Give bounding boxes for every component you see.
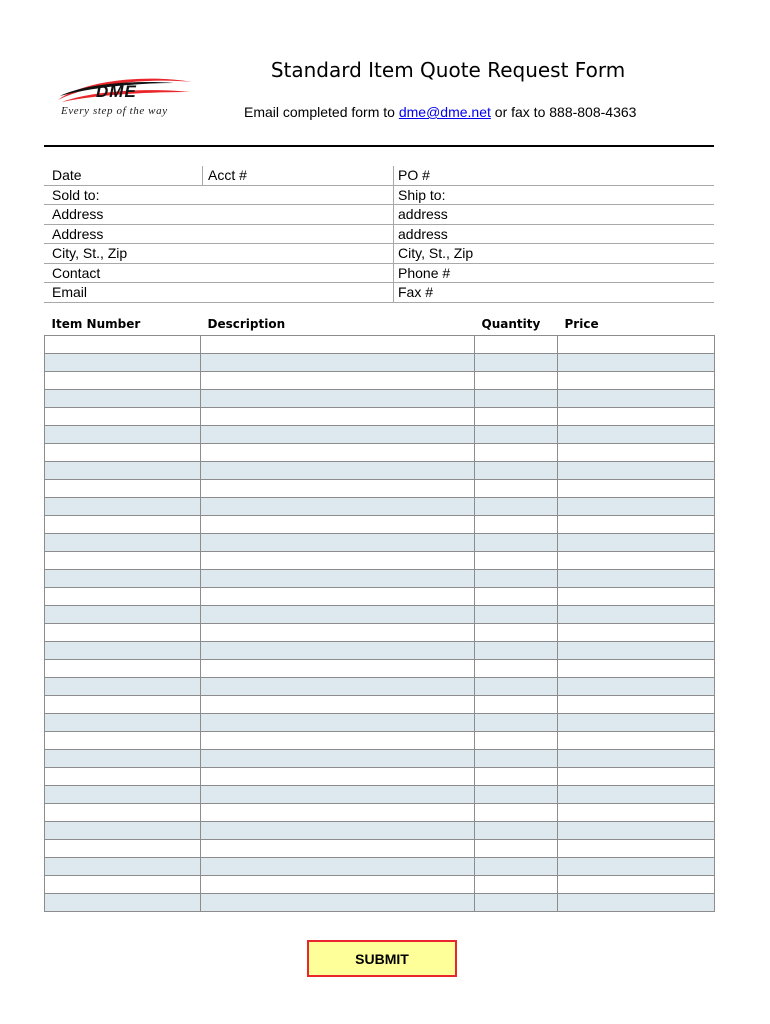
header-quantity: Quantity [481, 317, 541, 331]
info-divider [202, 166, 203, 186]
description-cell[interactable] [201, 606, 475, 624]
info-row [44, 205, 714, 225]
item-number-cell[interactable] [45, 408, 201, 426]
table-row [45, 336, 715, 354]
info-right-label[interactable]: address [398, 225, 448, 242]
price-cell[interactable] [558, 804, 715, 822]
description-cell[interactable] [201, 444, 475, 462]
item-number-cell[interactable] [45, 606, 201, 624]
description-cell[interactable] [201, 408, 475, 426]
table-row [45, 498, 715, 516]
price-cell[interactable] [558, 678, 715, 696]
header-item-number: Item Number [51, 317, 141, 331]
price-cell[interactable] [558, 444, 715, 462]
table-row [45, 354, 715, 372]
price-cell[interactable] [558, 354, 715, 372]
quantity-cell[interactable] [475, 876, 558, 894]
price-cell[interactable] [558, 390, 715, 408]
price-cell[interactable] [558, 660, 715, 678]
item-number-cell[interactable] [45, 804, 201, 822]
info-left-label[interactable]: Sold to: [52, 186, 100, 203]
item-number-cell[interactable] [45, 588, 201, 606]
table-row [45, 444, 715, 462]
quantity-cell[interactable] [475, 678, 558, 696]
item-number-cell[interactable] [45, 642, 201, 660]
description-cell[interactable] [201, 678, 475, 696]
item-number-cell[interactable] [45, 876, 201, 894]
logo-tagline: Every step of the way [61, 105, 168, 117]
description-cell[interactable] [201, 804, 475, 822]
description-cell[interactable] [201, 660, 475, 678]
description-cell[interactable] [201, 768, 475, 786]
quantity-cell[interactable] [475, 624, 558, 642]
price-cell[interactable] [558, 426, 715, 444]
item-number-cell[interactable] [45, 822, 201, 840]
price-cell[interactable] [558, 894, 715, 912]
quantity-cell[interactable] [475, 498, 558, 516]
quantity-cell[interactable] [475, 714, 558, 732]
customer-info-block [44, 166, 714, 303]
price-cell[interactable] [558, 714, 715, 732]
price-cell[interactable] [558, 624, 715, 642]
quantity-cell[interactable] [475, 408, 558, 426]
item-number-cell[interactable] [45, 552, 201, 570]
quantity-cell[interactable] [475, 462, 558, 480]
item-number-cell[interactable] [45, 858, 201, 876]
info-right-label[interactable]: Ship to: [398, 186, 446, 203]
contact-prefix: Email completed form to [244, 104, 399, 120]
price-cell[interactable] [558, 516, 715, 534]
quantity-cell[interactable] [475, 660, 558, 678]
table-row [45, 732, 715, 750]
table-row [45, 552, 715, 570]
item-number-cell[interactable] [45, 336, 201, 354]
quantity-cell[interactable] [475, 588, 558, 606]
item-number-cell[interactable] [45, 426, 201, 444]
description-cell[interactable] [201, 858, 475, 876]
price-cell[interactable] [558, 408, 715, 426]
description-cell[interactable] [201, 390, 475, 408]
quantity-cell[interactable] [475, 336, 558, 354]
quantity-cell[interactable] [475, 732, 558, 750]
submit-button[interactable]: SUBMIT [307, 940, 457, 977]
page-title: Standard Item Quote Request Form [270, 58, 626, 82]
price-cell[interactable] [558, 732, 715, 750]
description-cell[interactable] [201, 588, 475, 606]
description-cell[interactable] [201, 642, 475, 660]
description-cell[interactable] [201, 462, 475, 480]
price-cell[interactable] [558, 840, 715, 858]
description-cell[interactable] [201, 336, 475, 354]
description-cell[interactable] [201, 624, 475, 642]
description-cell[interactable] [201, 570, 475, 588]
item-number-cell[interactable] [45, 516, 201, 534]
item-number-cell[interactable] [45, 840, 201, 858]
table-row [45, 840, 715, 858]
quantity-cell[interactable] [475, 750, 558, 768]
quantity-cell[interactable] [475, 840, 558, 858]
quantity-cell[interactable] [475, 894, 558, 912]
price-cell[interactable] [558, 858, 715, 876]
description-cell[interactable] [201, 876, 475, 894]
item-number-cell[interactable] [45, 444, 201, 462]
item-number-cell[interactable] [45, 660, 201, 678]
info-left-label[interactable]: Address [52, 225, 104, 242]
info-divider [393, 166, 394, 303]
item-number-cell[interactable] [45, 390, 201, 408]
info-right-label[interactable]: PO # [398, 167, 430, 183]
quantity-cell[interactable] [475, 606, 558, 624]
item-number-cell[interactable] [45, 714, 201, 732]
description-cell[interactable] [201, 480, 475, 498]
description-cell[interactable] [201, 372, 475, 390]
quantity-cell[interactable] [475, 570, 558, 588]
header-description: Description [207, 317, 286, 331]
item-number-cell[interactable] [45, 696, 201, 714]
info-row [44, 283, 714, 303]
table-row [45, 660, 715, 678]
info-left-label[interactable]: City, St., Zip [52, 245, 128, 261]
table-row [45, 570, 715, 588]
items-body [45, 336, 715, 912]
price-cell[interactable] [558, 552, 715, 570]
table-row [45, 606, 715, 624]
price-cell[interactable] [558, 588, 715, 606]
table-row [45, 714, 715, 732]
item-number-cell[interactable] [45, 372, 201, 390]
description-cell[interactable] [201, 534, 475, 552]
item-number-cell[interactable] [45, 462, 201, 480]
email-link[interactable]: dme@dme.net [398, 104, 491, 120]
quantity-cell[interactable] [475, 696, 558, 714]
description-cell[interactable] [201, 822, 475, 840]
table-row [45, 678, 715, 696]
quantity-cell[interactable] [475, 480, 558, 498]
info-row [44, 225, 714, 245]
quantity-cell[interactable] [475, 822, 558, 840]
info-row [44, 166, 714, 186]
description-cell[interactable] [201, 696, 475, 714]
description-cell[interactable] [201, 750, 475, 768]
description-cell[interactable] [201, 498, 475, 516]
quantity-cell[interactable] [475, 552, 558, 570]
description-cell[interactable] [201, 786, 475, 804]
contact-suffix: or fax to 888-808-4363 [490, 104, 637, 120]
info-row [44, 264, 714, 284]
info-row [44, 186, 714, 206]
item-number-cell[interactable] [45, 678, 201, 696]
description-cell[interactable] [201, 894, 475, 912]
price-cell[interactable] [558, 750, 715, 768]
contact-line [244, 104, 636, 120]
price-cell[interactable] [558, 480, 715, 498]
info-left-label[interactable]: Date [52, 167, 82, 183]
items-header-row [45, 313, 715, 336]
info-right-label[interactable]: address [398, 206, 448, 222]
table-row [45, 858, 715, 876]
price-cell[interactable] [558, 822, 715, 840]
item-number-cell[interactable] [45, 534, 201, 552]
price-cell[interactable] [558, 642, 715, 660]
table-row [45, 804, 715, 822]
info-left-label[interactable]: Address [52, 206, 104, 222]
item-number-cell[interactable] [45, 480, 201, 498]
item-number-cell[interactable] [45, 768, 201, 786]
quantity-cell[interactable] [475, 444, 558, 462]
table-row [45, 516, 715, 534]
quantity-cell[interactable] [475, 372, 558, 390]
price-cell[interactable] [558, 876, 715, 894]
quantity-cell[interactable] [475, 354, 558, 372]
quantity-cell[interactable] [475, 534, 558, 552]
item-number-cell[interactable] [45, 732, 201, 750]
info-left-label[interactable]: Email [52, 284, 88, 300]
price-cell[interactable] [558, 336, 715, 354]
table-row [45, 426, 715, 444]
svg-text:DME: DME [96, 82, 137, 101]
description-cell[interactable] [201, 354, 475, 372]
price-cell[interactable] [558, 534, 715, 552]
price-cell[interactable] [558, 768, 715, 786]
item-number-cell[interactable] [45, 354, 201, 372]
table-row [45, 624, 715, 642]
description-cell[interactable] [201, 840, 475, 858]
table-row [45, 786, 715, 804]
price-cell[interactable] [558, 462, 715, 480]
price-cell[interactable] [558, 372, 715, 390]
info-right-label[interactable]: Fax # [398, 284, 434, 300]
price-cell[interactable] [558, 570, 715, 588]
description-cell[interactable] [201, 516, 475, 534]
quantity-cell[interactable] [475, 804, 558, 822]
table-row [45, 822, 715, 840]
table-row [45, 894, 715, 912]
description-cell[interactable] [201, 426, 475, 444]
price-cell[interactable] [558, 606, 715, 624]
table-row [45, 696, 715, 714]
info-middle-label[interactable]: Acct # [208, 167, 247, 183]
item-number-cell[interactable] [45, 624, 201, 642]
table-row [45, 372, 715, 390]
table-row [45, 480, 715, 498]
quantity-cell[interactable] [475, 426, 558, 444]
items-table [44, 313, 715, 912]
table-row [45, 750, 715, 768]
item-number-cell[interactable] [45, 750, 201, 768]
price-cell[interactable] [558, 696, 715, 714]
quantity-cell[interactable] [475, 642, 558, 660]
table-row [45, 534, 715, 552]
item-number-cell[interactable] [45, 570, 201, 588]
price-cell[interactable] [558, 498, 715, 516]
info-right-label[interactable]: Phone # [398, 264, 451, 281]
table-row [45, 462, 715, 480]
header-price: Price [564, 317, 599, 331]
items-table-wrapper [44, 313, 714, 912]
description-cell[interactable] [201, 552, 475, 570]
item-number-cell[interactable] [45, 786, 201, 804]
quantity-cell[interactable] [475, 786, 558, 804]
info-right-label[interactable]: City, St., Zip [398, 245, 474, 261]
quantity-cell[interactable] [475, 768, 558, 786]
info-left-label[interactable]: Contact [52, 264, 101, 281]
quantity-cell[interactable] [475, 858, 558, 876]
price-cell[interactable] [558, 786, 715, 804]
table-row [45, 768, 715, 786]
description-cell[interactable] [201, 732, 475, 750]
quantity-cell[interactable] [475, 390, 558, 408]
item-number-cell[interactable] [45, 894, 201, 912]
description-cell[interactable] [201, 714, 475, 732]
table-row [45, 588, 715, 606]
item-number-cell[interactable] [45, 498, 201, 516]
info-row [44, 244, 714, 264]
table-row [45, 408, 715, 426]
table-row [45, 876, 715, 894]
table-row [45, 642, 715, 660]
quantity-cell[interactable] [475, 516, 558, 534]
header-divider [44, 145, 714, 147]
table-row [45, 390, 715, 408]
